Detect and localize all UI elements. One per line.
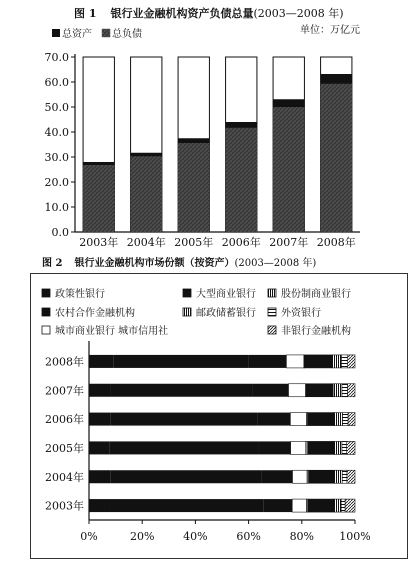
fig1-y-tick-label: 30.0 [44,151,69,164]
fig2-y-tick-label: 2007年 [45,384,84,398]
fig2-bar-segment [347,441,355,454]
figure1-unit: 单位：万亿元 [300,25,360,36]
fig2-bar-segment [342,441,347,454]
figure2-period: (2003—2008 年) [234,258,317,269]
fig1-bar-total-liabilities [131,156,162,232]
fig2-bar-segment [289,384,306,397]
fig2-legend-swatch [42,326,50,334]
fig2-x-tick-label: 0% [80,530,98,543]
fig2-y-tick-label: 2006年 [45,413,84,427]
fig2-bar-segment [113,355,249,368]
figure2-number: 图 2 [42,258,63,269]
fig2-bar-segment [342,470,347,483]
fig2-bar-segment [341,499,345,512]
fig2-bar-segment [259,441,291,454]
fig1-x-tick-label: 2006年 [221,236,261,249]
fig2-bar-segment [334,413,343,426]
legend-label-assets: 总资产 [62,29,92,40]
fig2-y-tick-label: 2005年 [45,441,84,455]
fig2-bar-segment [292,470,307,483]
fig1-bar-total-liabilities [321,84,352,232]
fig2-legend-label: 政策性银行 [55,289,105,300]
fig2-bar-segment [335,470,343,483]
fig1-y-tick-label: 70.0 [44,51,69,64]
fig2-legend-swatch [183,308,191,316]
figure2-title-text: 银行业金融机构市场份额（按资产） [74,258,235,269]
fig2-bar-segment [308,441,334,454]
fig1-bar-total-liabilities [273,107,304,232]
fig1-y-tick-label: 50.0 [44,101,69,114]
fig2-bar-segment [264,499,292,512]
fig2-bar-segment [342,384,348,397]
fig2-bar-segment [342,413,348,426]
fig2-bar-segment [347,355,355,368]
fig2-bar-segment [110,441,259,454]
legend-label-liabilities: 总负债 [112,29,142,40]
fig2-x-tick-label: 20% [129,530,155,543]
fig2-bar-segment [110,470,262,483]
legend-swatch-liabilities [102,29,110,37]
fig2-legend-swatch [268,289,276,297]
fig2-bar-segment [306,384,333,397]
figure1-period: (2003—2008 年) [253,7,344,20]
figure1-number: 图 1 [74,7,97,20]
fig1-x-tick-label: 2004年 [126,236,166,249]
fig2-bar-segment [348,413,355,426]
fig2-legend-label: 非银行金融机构 [281,326,351,337]
fig1-y-tick-label: 60.0 [44,76,69,89]
fig2-legend-label: 股份制商业银行 [281,289,351,300]
fig2-bar-segment [89,499,109,512]
fig1-x-tick-label: 2003年 [79,236,119,249]
fig2-bar-segment [286,355,304,368]
fig2-legend-label: 大型商业银行 [196,289,256,300]
fig1-bar-total-liabilities [178,143,209,232]
fig2-legend-label: 邮政储蓄银行 [196,308,256,319]
fig2-bar-segment [290,413,306,426]
fig2-bar-segment [262,470,293,483]
fig2-x-tick-label: 60% [236,530,261,543]
fig2-legend-label: 城市商业银行 城市信用社 [55,326,169,337]
fig1-y-tick-label: 10.0 [44,201,69,214]
fig2-y-tick-label: 2003年 [45,499,84,513]
fig2-bar-segment [348,384,355,397]
fig2-bar-segment [89,355,113,368]
fig2-bar-segment [89,413,111,426]
fig2-bar-segment [89,441,110,454]
fig2-bar-segment [109,499,263,512]
fig2-bar-segment [291,441,306,454]
fig2-y-tick-label: 2008年 [45,355,84,369]
fig2-bar-segment [309,470,335,483]
fig2-x-tick-label: 80% [289,530,315,543]
fig2-legend-swatch [42,289,50,297]
fig2-bar-segment [111,384,253,397]
fig2-bar-segment [345,499,355,512]
figure1-title-text: 银行业金融机构资产负债总量 [110,7,254,20]
fig2-bar-segment [89,470,110,483]
fig2-bar-segment [306,441,308,454]
fig2-bar-segment [304,355,332,368]
fig1-bar-total-liabilities [83,165,114,232]
fig2-x-tick-label: 40% [183,530,208,543]
fig1-y-tick-label: 40.0 [44,126,69,139]
fig2-bar-segment [308,413,334,426]
fig2-legend-swatch [42,308,50,316]
fig2-bar-segment [252,384,288,397]
fig2-bar-segment [111,413,258,426]
fig2-bar-segment [257,413,290,426]
fig2-legend-swatch [183,289,191,297]
fig2-bar-segment [341,355,347,368]
fig2-bar-segment [332,355,341,368]
fig2-legend-swatch [268,308,276,316]
fig2-bar-segment [334,499,341,512]
fig2-bar-segment [89,384,111,397]
fig2-bar-segment [333,384,342,397]
fig2-bar-segment [292,499,306,512]
fig1-x-tick-label: 2007年 [269,236,309,249]
legend-swatch-assets [52,29,60,37]
fig2-legend-swatch [268,326,276,334]
fig2-bar-segment [249,355,287,368]
fig1-y-tick-label: 20.0 [44,176,69,189]
fig2-x-tick-label: 100% [339,530,371,543]
fig1-y-tick-label: 0.0 [51,226,69,239]
fig1-bar-total-liabilities [226,128,257,232]
fig2-bar-segment [308,499,334,512]
fig2-legend-label: 农村合作金融机构 [55,308,135,319]
fig2-legend-label: 外资银行 [281,308,321,319]
fig1-x-tick-label: 2005年 [174,236,214,249]
fig1-x-tick-label: 2008年 [316,236,356,249]
fig2-bar-segment [334,441,342,454]
fig2-bar-segment [347,470,355,483]
fig2-y-tick-label: 2004年 [45,470,84,484]
